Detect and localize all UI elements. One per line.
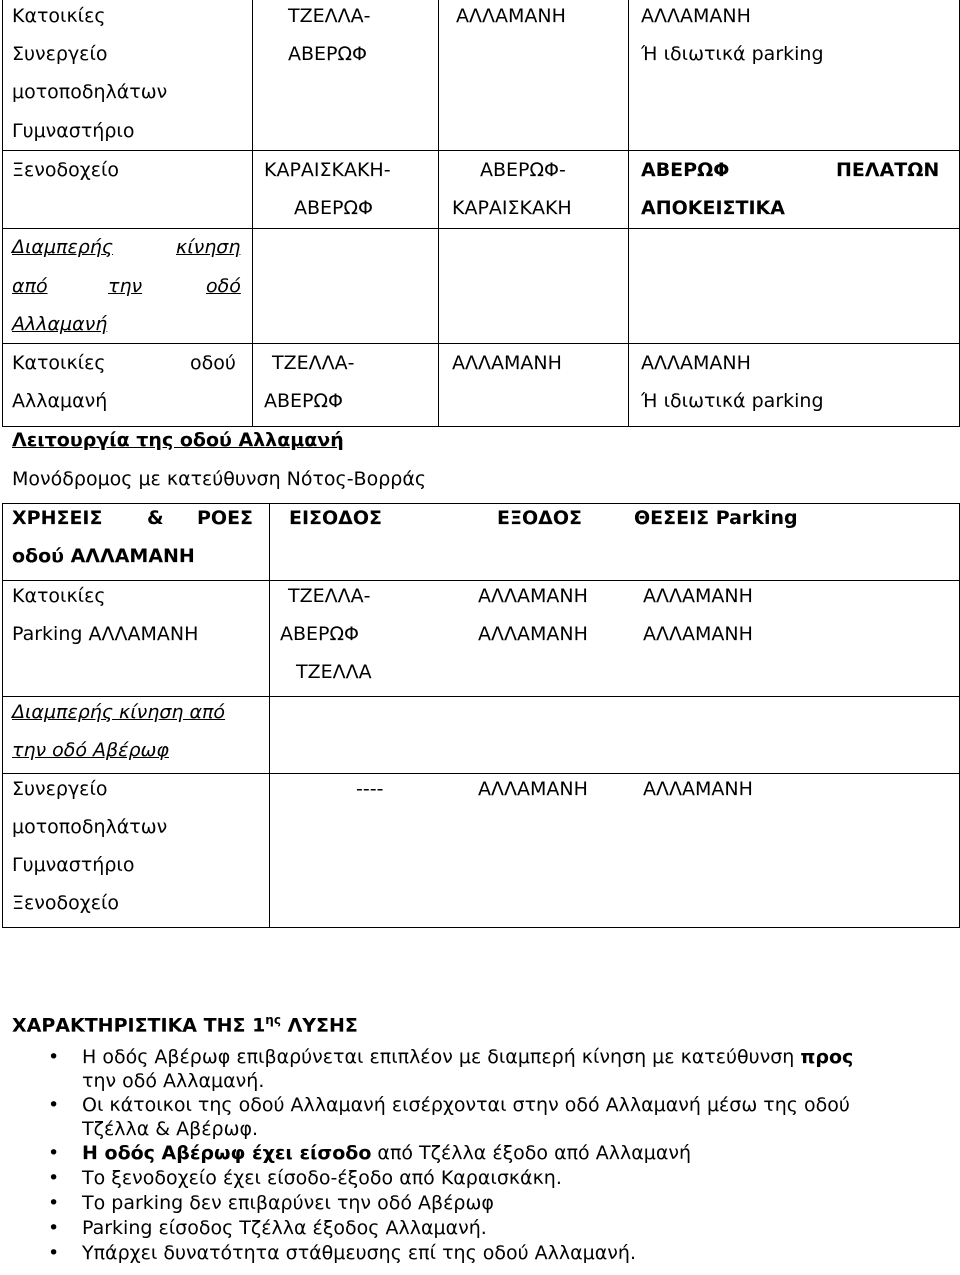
t1-r4-use-b: οδού [190, 352, 236, 374]
t2-header-uses-d: οδού ΑΛΛΑΜΑΝΗ [12, 545, 195, 567]
t1-r2-parking-a: ΑΒΕΡΩΦ [641, 159, 730, 181]
item2-text-b: Τζέλλα & Αβέρωφ. [82, 1118, 259, 1140]
features-title [12, 1009, 358, 1037]
t1-r3-word: από [12, 275, 48, 297]
t2-r1-parking-2: ΑΛΛΑΜΑΝΗ [643, 623, 753, 645]
t1-r1-exit: ΑΛΛΑΜΑΝΗ [456, 5, 566, 27]
t1-r2-exit-1: ΑΒΕΡΩΦ- [480, 159, 566, 181]
list-item [60, 1141, 960, 1166]
t1-r2-parking-c: ΑΠΟΚΕΙΣΤΙΚΑ [641, 197, 785, 219]
t1-r2-use: Ξενοδοχείο [12, 159, 120, 181]
t2-r1-use-2: Parking ΑΛΛΑΜΑΝΗ [12, 623, 199, 645]
t1-r1-use-4: Γυμναστήριο [12, 120, 135, 142]
t1-r1-use-3: μοτοποδηλάτων [12, 81, 168, 103]
t1-r1-entry-2: ΑΒΕΡΩΦ [288, 43, 367, 65]
section-subheading: Μονόδρομος με κατεύθυνση Νότος-Βορράς [12, 468, 427, 490]
features-list [60, 1045, 960, 1266]
t1-r4-exit: ΑΛΛΑΜΑΝΗ [452, 352, 562, 374]
features-title-main: ΧΑΡΑΚΤΗΡΙΣΤΙΚΑ ΤΗΣ 1 [12, 1014, 266, 1037]
table-2-row-divider [2, 773, 960, 774]
features-title-sup: ης [265, 1013, 281, 1027]
t1-r4-entry-2: ΑΒΕΡΩΦ [264, 390, 343, 412]
t1-r2-entry-2: ΑΒΕΡΩΦ [294, 197, 373, 219]
t2-r1-entry-3: ΤΖΕΛΛΑ [296, 661, 372, 683]
t2-r2-line-2: την οδό Αβέρωφ [12, 739, 169, 761]
table-2-row-divider [2, 696, 960, 697]
t2-r1-exit-1: ΑΛΛΑΜΑΝΗ [478, 585, 588, 607]
t1-r4-use-c: Αλλαμανή [12, 390, 108, 412]
t1-r2-parking-b: ΠΕΛΑΤΩΝ [836, 159, 940, 181]
item7-text: Υπάρχει δυνατότητα στάθμευσης επί της οδού Αλλαμανή. [82, 1242, 636, 1264]
t2-r1-use-1: Κατοικίες [12, 585, 106, 607]
t1-r2-exit-2: ΚΑΡΑΙΣΚΑΚΗ [452, 197, 572, 219]
t2-r3-use-4: Ξενοδοχείο [12, 892, 120, 914]
table-2-row-divider [2, 580, 960, 581]
t1-r3-word: κίνηση [176, 236, 241, 258]
t1-r4-use-a: Κατοικίες [12, 352, 106, 374]
t1-r4-parking-1: ΑΛΛΑΜΑΝΗ [641, 352, 751, 374]
t1-r4-parking-2: Ή ιδιωτικά parking [641, 390, 824, 412]
table-1-row-divider [2, 343, 960, 344]
t2-r3-entry: ---- [356, 778, 384, 800]
t2-r1-entry-1: ΤΖΕΛΛΑ- [288, 585, 371, 607]
t1-r2-entry-1: ΚΑΡΑΙΣΚΑΚΗ- [264, 159, 391, 181]
item2-text-a: Οι κάτοικοι της οδού Αλλαμανή εισέρχονται στην οδό Αλλαμανή μέσω της οδού [82, 1094, 850, 1116]
t2-header-uses-c: ΡΟΕΣ [197, 507, 254, 529]
item5-text: Το parking δεν επιβαρύνει την οδό Αβέρωφ [82, 1192, 494, 1214]
t1-r4-entry-1: ΤΖΕΛΛΑ- [272, 352, 355, 374]
t1-r3-word: Διαμπερής [12, 236, 114, 258]
t1-r3-word: Αλλαμανή [12, 313, 108, 335]
item1-text-bold: προς [800, 1046, 854, 1068]
t2-r3-use-1: Συνεργείο [12, 778, 108, 800]
t1-r1-parking-2: Ή ιδιωτικά parking [641, 43, 824, 65]
t2-r1-parking-1: ΑΛΛΑΜΑΝΗ [643, 585, 753, 607]
item1-text-a: Η οδός Αβέρωφ επιβαρύνεται επιπλέον με διαμπερή κίνηση με κατεύθυνση [82, 1046, 801, 1068]
list-item [60, 1216, 960, 1241]
list-item [60, 1045, 960, 1093]
table-2-col-divider [269, 503, 270, 928]
table-1-col-divider [252, 0, 253, 427]
table-1-col-divider [438, 0, 439, 427]
t2-r3-use-2: μοτοποδηλάτων [12, 816, 168, 838]
t2-header-parking: ΘΕΣΕΙΣ Parking [634, 507, 798, 529]
item1-text-c: την οδό Αλλαμανή. [82, 1070, 265, 1092]
table-1-row-divider [2, 150, 960, 151]
t2-r1-entry-2: ΑΒΕΡΩΦ [280, 623, 359, 645]
t1-r3-word: οδό [206, 275, 241, 297]
t2-r3-use-3: Γυμναστήριο [12, 854, 135, 876]
t2-header-entry: ΕΙΣΟΔΟΣ [289, 507, 383, 529]
t2-r3-parking: ΑΛΛΑΜΑΝΗ [643, 778, 753, 800]
item3-text-rest: από Τζέλλα έξοδο από Αλλαμανή [371, 1142, 692, 1164]
table-1-left-border [2, 0, 3, 427]
t1-r1-parking-1: ΑΛΛΑΜΑΝΗ [641, 5, 751, 27]
t1-r1-entry-1: ΤΖΕΛΛΑ- [288, 5, 371, 27]
table-2-top-border [2, 503, 960, 504]
features-title-tail: ΛΥΣΗΣ [280, 1014, 358, 1037]
table-1-row-divider [2, 228, 960, 229]
list-item [60, 1241, 960, 1266]
t1-r1-use-2: Συνεργείο [12, 43, 108, 65]
t2-r3-exit: ΑΛΛΑΜΑΝΗ [478, 778, 588, 800]
list-item [60, 1166, 960, 1191]
t2-r2-line-1: Διαμπερής κίνηση από [12, 701, 226, 723]
table-2-left-border [2, 503, 3, 928]
item6-text: Parking είσοδος Τζέλλα έξοδος Αλλαμανή. [82, 1217, 487, 1239]
section-heading: Λειτουργία της οδού Αλλαμανή [12, 429, 344, 451]
t2-header-uses-a: ΧΡΗΣΕΙΣ [12, 507, 103, 529]
table-2-bottom-border [2, 927, 960, 928]
list-item [60, 1191, 960, 1216]
table-1-bottom-border [2, 426, 960, 427]
item4-text: Το ξενοδοχείο έχει είσοδο-έξοδο από Καραισκάκη. [82, 1167, 562, 1189]
t1-r3-word: την [108, 275, 143, 297]
t2-r1-exit-2: ΑΛΛΑΜΑΝΗ [478, 623, 588, 645]
t1-r1-use-1: Κατοικίες [12, 5, 106, 27]
table-1-col-divider [628, 0, 629, 427]
item3-text-bold: Η οδός Αβέρωφ έχει είσοδο [82, 1142, 372, 1164]
list-item [60, 1093, 960, 1141]
t2-header-exit: ΕΞΟΔΟΣ [497, 507, 582, 529]
t2-header-uses-b: & [147, 507, 164, 529]
